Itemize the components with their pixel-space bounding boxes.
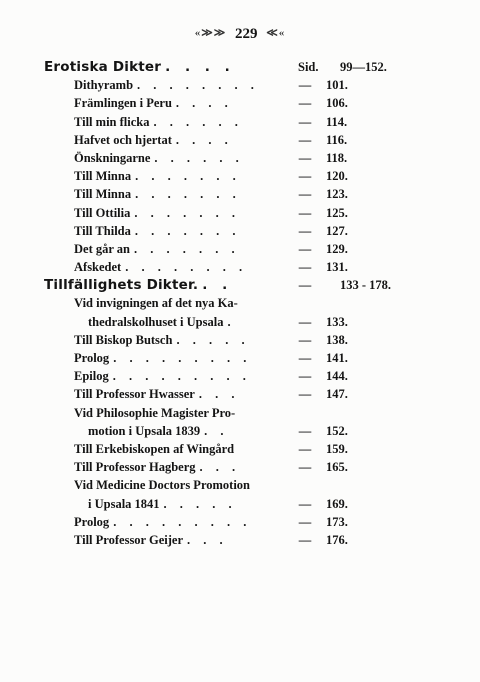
entry-title: Dithyramb — [74, 78, 134, 93]
entry-title: Hafvet och hjertat — [74, 132, 172, 147]
ornament-right: ≪« — [266, 27, 286, 39]
leader-dash: — — [298, 241, 312, 256]
dot-leader: . . . — [199, 460, 241, 475]
dot-leader: . . . . — [175, 132, 233, 147]
entry-title: Vid Philosophie Magister Pro- — [74, 405, 236, 420]
toc-entry — [44, 113, 404, 131]
toc-entry — [44, 367, 404, 385]
page-ref: 114. — [326, 114, 348, 129]
page-ref: 152. — [326, 423, 348, 438]
dot-leader: . . . . . . . . — [137, 78, 259, 93]
entry-title: Till Biskop Butsch — [74, 332, 173, 347]
leader-dash: — — [298, 423, 312, 438]
leader-dash: — — [298, 532, 312, 547]
dot-leader: . . . . . . . — [134, 223, 241, 238]
toc-entry — [44, 349, 404, 367]
toc-entry — [44, 94, 404, 112]
toc-entry — [44, 531, 404, 549]
entry-title: Till Professor Hagberg — [74, 460, 196, 475]
entry-title: Prolog — [74, 351, 110, 365]
entry-title: Afskedet — [74, 260, 122, 275]
toc-entry — [44, 385, 404, 403]
toc-entry — [44, 458, 404, 476]
leader-dash: — — [298, 96, 312, 111]
toc-entry — [44, 222, 404, 240]
leader-dash: — — [298, 332, 312, 347]
dot-leader: . — [227, 314, 236, 329]
entry-title: Vid Medicine Doctors Promotion — [74, 478, 251, 493]
page-ref: 101. — [326, 78, 348, 93]
sid-label: Sid. — [298, 60, 319, 74]
page-ref: 125. — [326, 205, 348, 220]
entry-title: Önskningarne — [74, 150, 151, 165]
dot-leader: . . . . . — [176, 332, 250, 347]
page-ref: 120. — [326, 169, 348, 184]
dot-leader: . . . . . . . — [134, 241, 240, 256]
entry-title: motion i Upsala 1839 — [88, 423, 201, 438]
page-ref: 176. — [326, 532, 348, 547]
toc-entry — [44, 495, 404, 513]
leader-dash: — — [298, 278, 312, 293]
dot-leader: . . . . . . . — [135, 187, 241, 202]
entry-title: Till min flicka — [74, 114, 150, 129]
toc-entry — [44, 313, 404, 331]
entry-title: i Upsala 1841 — [88, 496, 160, 511]
page-ref: 116. — [326, 132, 348, 147]
page-header — [0, 26, 480, 43]
page-ref: 173. — [326, 514, 348, 529]
toc-entry — [44, 513, 404, 531]
page-ref: 127. — [326, 223, 348, 238]
entry-title: Till Professor Geijer — [74, 532, 184, 547]
leader-dash: — — [298, 78, 312, 93]
toc-entry — [44, 294, 404, 312]
leader-dash: — — [298, 387, 312, 402]
entry-title: Epilog — [74, 369, 109, 384]
dot-leader: . . . . . . — [153, 114, 243, 129]
toc-entry — [44, 476, 404, 494]
dot-leader: . . . — [198, 387, 240, 402]
leader-dash: — — [298, 114, 312, 129]
dot-leader: . . — [202, 277, 233, 294]
entry-title: Prolog — [74, 514, 110, 529]
entry-title: thedralskolhuset i Upsala — [88, 314, 224, 329]
toc-entry — [44, 167, 404, 185]
leader-dash: — — [298, 205, 312, 220]
page-ref: 131. — [326, 260, 348, 275]
leader-dash: — — [298, 369, 312, 384]
leader-dash: — — [298, 260, 312, 275]
toc-entry — [44, 149, 404, 167]
leader-dash: — — [298, 514, 312, 529]
toc-entry — [44, 258, 404, 276]
toc-entry — [44, 131, 404, 149]
leader-dash: — — [298, 496, 312, 511]
entry-title: Det går an — [74, 241, 131, 256]
toc-entry — [44, 204, 404, 222]
entry-title: Tillfällighets Dikter. — [44, 277, 199, 294]
dot-leader: . . . . — [165, 59, 235, 75]
page-ref: 129. — [326, 241, 348, 256]
page-range: 133 - 178. — [340, 278, 392, 293]
entry-title: Till Thilda — [74, 223, 131, 238]
toc-entry — [44, 440, 404, 458]
dot-leader: . . . . . — [163, 496, 237, 511]
page-ref: 118. — [326, 150, 348, 165]
leader-dash: — — [298, 441, 312, 456]
leader-dash: — — [298, 351, 312, 365]
page-ref: 144. — [326, 369, 348, 384]
toc-entry — [44, 185, 404, 203]
page-ref: 133. — [326, 314, 348, 329]
dot-leader: . . . . . . . . . — [113, 351, 252, 365]
entry-title: Till Professor Hwasser — [74, 387, 195, 402]
dot-leader: . . — [204, 423, 229, 438]
page-ref: 165. — [326, 460, 348, 475]
entry-title: Till Erkebiskopen af Wingård — [74, 441, 235, 456]
dot-leader: . . . . . . . . — [125, 260, 248, 275]
page-ref: 141. — [326, 351, 348, 365]
toc-entry — [44, 422, 404, 440]
dot-leader: . . . . . . . — [134, 205, 240, 220]
leader-dash: — — [298, 314, 312, 329]
page-ref: 159. — [326, 441, 348, 456]
dot-leader: . . . — [187, 532, 228, 547]
dot-leader: . . . . . . . . . — [112, 369, 251, 384]
leader-dash: — — [298, 223, 312, 238]
page-range: 99—152. — [340, 60, 387, 74]
dot-leader: . . . . . . . . . — [113, 514, 252, 529]
ornament-left: «≫≫ — [194, 27, 227, 39]
leader-dash: — — [298, 187, 312, 202]
entry-title: Till Minna — [74, 187, 132, 202]
table-of-contents — [44, 58, 404, 549]
leader-dash: — — [298, 132, 312, 147]
page-ref: 147. — [326, 387, 348, 402]
page-ref: 169. — [326, 496, 348, 511]
page-ref: 123. — [326, 187, 348, 202]
toc-entry — [44, 404, 404, 422]
entry-title: Främlingen i Peru — [74, 96, 172, 111]
toc-entry — [44, 240, 404, 258]
leader-dash: — — [298, 460, 312, 475]
entry-title: Till Ottilia — [74, 205, 131, 220]
dot-leader: . . . . . . . — [135, 169, 241, 184]
dot-leader: . . . . . . — [154, 150, 244, 165]
entry-title: Till Minna — [74, 169, 132, 184]
page-ref: 106. — [326, 96, 348, 111]
page-number: 229 — [235, 26, 258, 42]
toc-entry — [44, 331, 404, 349]
page-ref: 138. — [326, 332, 348, 347]
toc-section-heading — [44, 276, 404, 294]
entry-title: Vid invigningen af det nya Ka- — [74, 296, 238, 311]
toc-entry — [44, 76, 404, 94]
entry-title: Erotiska Dikter — [44, 59, 162, 75]
dot-leader: . . . . — [175, 96, 233, 111]
toc-section-heading — [44, 58, 404, 76]
leader-dash: — — [298, 150, 312, 165]
leader-dash: — — [298, 169, 312, 184]
